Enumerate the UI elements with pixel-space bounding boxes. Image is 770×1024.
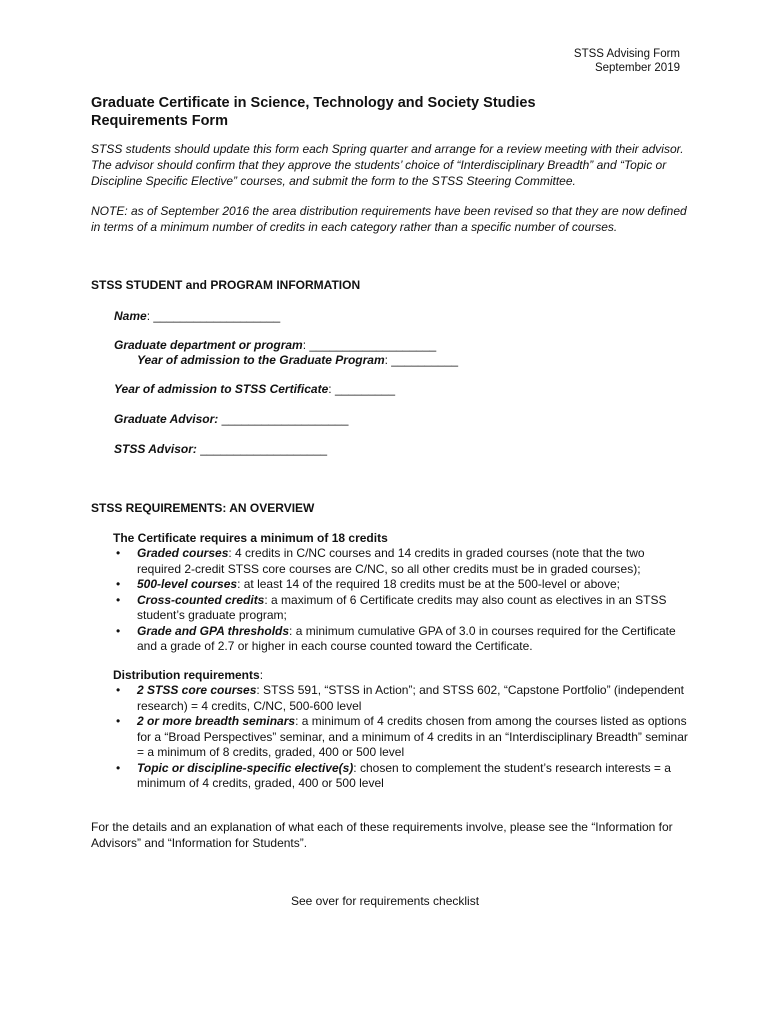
item-text: : a minimum of 4 credits chosen from among the courses listed as options for a “Broad Perspectives” seminar, and a minimum of 4 credits in an “Interdisciplinary Breadth” seminar = a minimum of 8 credits, graded, 400 or 500 level [137, 714, 688, 759]
distribution-heading-colon: : [259, 668, 264, 682]
field-separator: : [328, 382, 335, 396]
certificate-heading: The Certificate requires a minimum of 18 credits [113, 531, 388, 545]
item-text: : a maximum of 6 Certificate credits may also count as electives in an STSS student’s graduate program; [137, 592, 667, 622]
name-field[interactable] [114, 309, 280, 323]
item-text: : at least 14 of the required 18 credits must be at the 500-level or above; [237, 577, 620, 591]
field-label: Graduate Advisor: [114, 412, 219, 426]
field-separator: : [302, 338, 310, 352]
title-line-1: Graduate Certificate in Science, Technology and Society Studies [91, 95, 536, 111]
item-lead: 2 STSS core courses [137, 683, 257, 697]
field-separator: : [146, 309, 154, 323]
list-item [113, 577, 688, 593]
distribution-heading [113, 668, 263, 682]
field-label: Name [114, 309, 147, 323]
item-text: : 4 credits in C/NC courses and 14 credits in graded courses (note that the two required 2-credit STSS core courses are C/NC, so all other credits must be in graded courses); [137, 546, 645, 576]
item-lead: Graded courses [137, 546, 229, 560]
distribution-heading-text: Distribution requirements [113, 668, 260, 682]
field-blank[interactable]: ___________________ [309, 338, 437, 352]
field-label: Year of admission to the Graduate Program [137, 353, 385, 367]
graduate-department-field[interactable] [114, 338, 436, 352]
field-label: Graduate department or program [114, 338, 303, 352]
field-blank[interactable]: ___________________ [153, 309, 281, 323]
bullet: • [116, 760, 121, 775]
form-header [574, 47, 680, 75]
list-item [113, 624, 688, 655]
item-lead: Topic or discipline-specific elective(s) [137, 760, 354, 775]
field-blank[interactable]: ___________________ [221, 412, 349, 426]
certificate-requirements-list [113, 546, 688, 655]
note-paragraph: NOTE: as of September 2016 the area distribution requirements have been revised so that they are now defined in terms of a minimum number of credits in each category rather than a specific number of courses. [91, 204, 687, 234]
distribution-requirements-list [113, 683, 688, 792]
graduate-advisor-field[interactable] [114, 412, 348, 426]
overview-heading: STSS REQUIREMENTS: AN OVERVIEW [91, 501, 315, 515]
bullet: • [116, 683, 121, 697]
list-item [113, 683, 688, 714]
bullet: • [116, 577, 121, 591]
form-name: STSS Advising Form [573, 48, 680, 60]
item-lead: Cross-counted credits [137, 592, 265, 607]
item-text: : STSS 591, “STSS in Action”; and STSS 602, “Capstone Portfolio” (independent research) = 4 credits, C/NC, 500-600 level [137, 683, 684, 713]
bullet: • [116, 714, 121, 728]
title-line-2: Requirements Form [91, 113, 228, 129]
item-lead: Grade and GPA thresholds [137, 623, 290, 638]
bullet: • [116, 592, 121, 607]
see-over-note: See over for requirements checklist [290, 894, 480, 908]
bullet: • [116, 546, 121, 560]
field-separator: : [384, 353, 392, 367]
field-blank[interactable]: _________ [334, 382, 396, 396]
student-info-heading: STSS STUDENT and PROGRAM INFORMATION [91, 278, 361, 292]
item-lead: 2 or more breadth seminars [137, 714, 296, 728]
details-paragraph: For the details and an explanation of what each of these requirements involve, please see the “Information for Advisors” and “Information for Students”. [91, 820, 673, 850]
list-item [113, 593, 688, 624]
list-item [113, 714, 688, 761]
item-text: : a minimum cumulative GPA of 3.0 in courses required for the Certificate and a grade of 2.7 or higher in each course counted toward the Certificate. [137, 623, 676, 653]
intro-paragraph: STSS students should update this form each Spring quarter and arrange for a review meeting with their advisor. The advisor should confirm that they approve the students’ choice of “Interdisciplinary Breadth” and “Topic or Discipline Specific Elective” courses, and submit the form to the STSS Steering Committee. [91, 142, 684, 188]
field-label: STSS Advisor: [114, 442, 197, 456]
page-title [91, 94, 536, 130]
form-date: September 2019 [594, 62, 680, 74]
field-label: Year of admission to STSS Certificate [114, 382, 329, 396]
bullet: • [116, 623, 121, 638]
field-blank[interactable]: ___________________ [200, 442, 328, 456]
stss-advisor-field[interactable] [114, 442, 327, 456]
graduate-admission-year-field[interactable] [137, 353, 458, 367]
list-item [113, 546, 688, 577]
item-lead: 500-level courses [137, 577, 238, 591]
item-text: : chosen to complement the student’s research interests = a minimum of 4 credits, graded, 400 or 500 level [137, 760, 671, 790]
list-item [113, 761, 688, 792]
field-blank[interactable]: __________ [391, 353, 459, 367]
stss-admission-year-field[interactable] [114, 382, 395, 396]
